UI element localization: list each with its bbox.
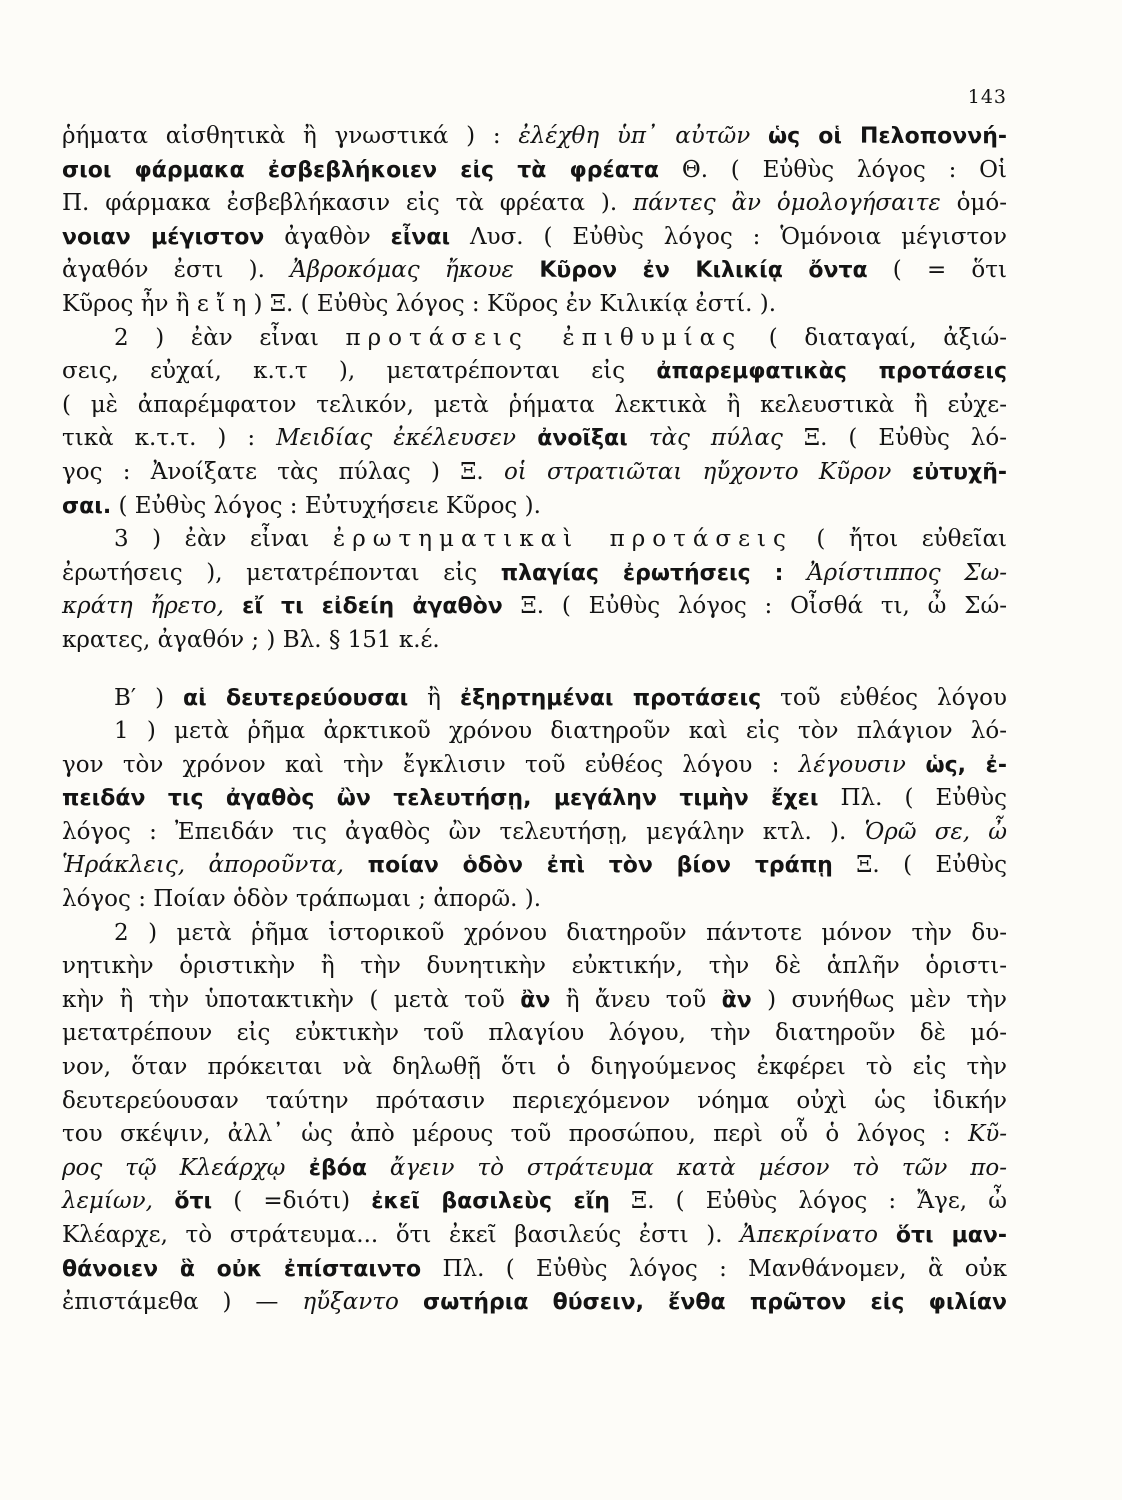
text-segment: νητικὴν ὁριστικὴν ἢ τὴν δυνητικὴν εὐκτικήν, τὴν δὲ ἁπλῆν ὁριστι- [62, 953, 1007, 980]
spaced-text: προτάσεις ἐπιθυμίας [345, 324, 743, 351]
text-line [62, 1118, 1007, 1152]
text-line [62, 917, 1007, 951]
text-segment: ( ἤτοι εὐθεῖαι [792, 526, 1007, 553]
italic-text: ἄγειν τὸ στράτευμα κατὰ μέσον τὸ τῶν πο- [366, 1154, 1007, 1181]
text-line [62, 624, 1007, 658]
text-segment: Θ. ( Εὐθὺς λόγος : Οἱ [659, 156, 1008, 183]
italic-text: Ἡράκλεις, ἀποροῦντα, [62, 852, 344, 879]
text-segment: σεις, εὐχαί, κ.τ.τ ), μετατρέπονται εἰς [62, 358, 657, 385]
text-segment: τικὰ κ.τ.τ. ) : [62, 425, 277, 452]
text-segment: λόγος : Ποίαν ὁδὸν τράπωμαι ; ἀπορῶ. ). [62, 886, 542, 913]
text-line [62, 1286, 1007, 1320]
bold-text: ποίαν ὁδὸν ἐπὶ τὸν βίον τράπῃ [343, 853, 833, 879]
text-line [62, 389, 1007, 423]
text-segment: ( διαταγαί, ἀξιώ- [742, 324, 1007, 351]
text-segment: γος : Ἀνοίξατε τὰς πύλας ) Ξ. [62, 458, 504, 485]
text-line [62, 883, 1007, 917]
text-line [62, 849, 1007, 883]
text-line [62, 782, 1007, 816]
text-segment: Β′ ) [114, 684, 184, 711]
text-line [62, 422, 1007, 456]
text-segment: νον, ὅταν πρόκειται νὰ δηλωθῇ ὅτι ὁ διηγούμενος ἐκφέρει τὸ εἰς τὴν [62, 1054, 1007, 1081]
spaced-text: ἐρωτηματικαὶ προτάσεις [332, 526, 793, 553]
text-line [62, 682, 1007, 716]
italic-text: κράτη ἤρετο, [62, 593, 224, 620]
text-segment: ἢ ἄνευ τοῦ [550, 986, 722, 1013]
text-segment: Λυσ. ( Εὐθὺς λόγος : Ὁμόνοια μέγιστον [450, 223, 1007, 250]
text-line [62, 749, 1007, 783]
bold-text: πλαγίας ἐρωτήσεις : [500, 560, 784, 586]
text-line [62, 1253, 1007, 1287]
text-line [62, 590, 1007, 624]
text-line [62, 288, 1007, 322]
text-line [62, 523, 1007, 557]
text-line [62, 1051, 1007, 1085]
text-segment: κὴν ἢ τὴν ὑποτακτικὴν ( μετὰ τοῦ [62, 986, 521, 1013]
text-line [62, 221, 1007, 255]
text-segment: Ξ. ( Εὐθὺς λόγος : Ἄγε, ὦ [609, 1188, 1007, 1215]
italic-text: Ἀπεκρίνατο [740, 1222, 878, 1248]
text-segment: 2 ) ἐὰν εἶναι [114, 324, 346, 351]
text-segment: ) συνήθως μὲν τὴν [751, 986, 1007, 1013]
italic-text: λεμίων, [62, 1188, 153, 1215]
text-segment: 1 ) μετὰ ῥῆμα ἀρκτικοῦ χρόνου διατηροῦν καὶ εἰς τὸν πλάγιον λό- [114, 718, 1007, 745]
text-segment: ( μὲ ἀπαρέμφατον τελικόν, μετὰ ῥήματα λεκτικὰ ἢ κελευστικὰ ἢ εὐχε- [62, 391, 1007, 418]
bold-text: σαι. [62, 493, 112, 519]
bold-text: ὡς οἱ Πελοποννή- [767, 124, 1007, 149]
text-segment: Π. φάρμακα ἐσβεβλήκασιν εἰς τὰ φρέατα ). [62, 190, 634, 217]
bold-text: εὐτυχῆ- [891, 459, 1007, 485]
bold-text: νοιαν μέγιστον [62, 224, 265, 250]
text-line [62, 456, 1007, 490]
text-segment: ἀγαθόν ἐστι ). [62, 257, 291, 284]
text-line [62, 1185, 1007, 1219]
italic-text: ρος τῷ Κλεάρχῳ [62, 1154, 286, 1181]
text-line [62, 984, 1007, 1018]
bold-text: Κῦρον ἐν Κιλικίᾳ ὄντα [513, 258, 868, 284]
bold-text: εἶναι [390, 224, 451, 250]
text-line [62, 1152, 1007, 1186]
bold-text: σιοι φάρμακα ἐσβεβλήκοιεν εἰς τὰ φρέατα [62, 157, 660, 183]
text-segment: τοῦ εὐθέος λόγου [761, 684, 1007, 711]
bold-text: ἀνοῖξαι [515, 426, 628, 452]
text-line [62, 120, 1007, 154]
italic-text: Κῦ- [968, 1121, 1007, 1148]
text-segment: Πλ. ( Εὐθὺς [818, 785, 1008, 812]
bold-text: ὅτι [152, 1189, 213, 1215]
bold-text: σωτήρια θύσειν, ἔνθα πρῶτον εἰς φιλίαν [398, 1290, 1007, 1316]
bold-text: αἱ δευτερεύουσαι [183, 685, 409, 711]
bold-text: ὅτι μαν- [877, 1223, 1007, 1248]
italic-text: Μειδίας ἐκέλευσεν [276, 425, 516, 452]
italic-text: πάντες ἂν ὁμολογήσαιτε [633, 190, 941, 217]
bold-text: ὡς, ἐ- [905, 752, 1007, 778]
text-segment: Κλέαρχε, τὸ στράτευμα... ὅτι ἐκεῖ βασιλεύς ἐστι ). [62, 1222, 741, 1248]
text-segment: 3 ) ἐὰν εἶναι [114, 526, 333, 553]
text-line [62, 355, 1007, 389]
text-segment: Πλ. ( Εὐθὺς λόγος : Μανθάνομεν, ἃ οὐκ [421, 1255, 1008, 1282]
text-line [62, 557, 1007, 591]
text-segment: 2 ) μετὰ ῥῆμα ἱστορικοῦ χρόνου διατηροῦν πάντοτε μόνον τὴν δυ- [114, 919, 1007, 946]
text-segment: δευτερεύουσαν ταύτην πρότασιν περιεχόμενον νόημα οὐχὶ ὡς ἰδικήν [62, 1087, 1007, 1114]
italic-text: λέγουσιν [798, 751, 906, 778]
text-segment: ( Εὐθὺς λόγος : Εὐτυχήσειε Κῦρος ). [111, 492, 541, 519]
text-segment: Ξ. ( Εὐθὺς [832, 852, 1007, 879]
italic-text: τὰς πύλας [627, 425, 783, 452]
bold-text: ἐξηρτημέναι προτάσεις [459, 685, 762, 711]
text-line [62, 950, 1007, 984]
bold-text: ἀπαρεμφατικὰς προτάσεις [656, 359, 1008, 385]
bold-text: θάνοιεν ἃ οὐκ ἐπίσταιντο [62, 1256, 422, 1282]
italic-text: οἱ στρατιῶται ηὔχοντο Κῦρον [503, 458, 892, 485]
text-line [62, 154, 1007, 188]
text-line [62, 816, 1007, 850]
text-segment: Κῦρος ἦν ἢ ε ἴ η ) Ξ. ( Εὐθὺς λόγος : Κῦρος ἐν Κιλικίᾳ ἐστί. ). [62, 290, 777, 317]
text-segment: γον τὸν χρόνον καὶ τὴν ἔγκλισιν τοῦ εὐθέος λόγου : [62, 751, 799, 778]
italic-text: Ἀρίστιππος Σω- [783, 559, 1008, 586]
bold-text: πειδάν τις ἀγαθὸς ὢν τελευτήσῃ, μεγάλην τιμὴν ἔχει [62, 786, 819, 812]
bold-text: ἐκεῖ βασιλεὺς εἴη [371, 1189, 610, 1215]
text-segment: ῥήματα αἰσθητικὰ ἢ γνωστικά ) : [62, 123, 519, 149]
bold-text: ἐβόα [285, 1155, 367, 1181]
text-line [62, 490, 1007, 524]
body-text [62, 120, 1007, 1320]
text-line [62, 1085, 1007, 1119]
italic-text: ηὔξαντο [302, 1289, 399, 1316]
text-segment: κρατες, ἀγαθόν ; ) Βλ. § 151 κ.έ. [62, 626, 440, 653]
text-line [62, 187, 1007, 221]
bold-text: ἂν [721, 987, 752, 1013]
text-segment: ( = ὅτι [867, 257, 1007, 284]
text-line [62, 1017, 1007, 1051]
text-segment: ἀγαθὸν [264, 223, 391, 250]
text-line [62, 254, 1007, 288]
text-segment: Ξ. ( Εὐθὺς λόγος : Οἶσθά τι, ὦ Σώ- [502, 593, 1007, 620]
italic-text: Ὁρῶ σε, ὦ [864, 818, 1007, 845]
text-segment: Ξ. ( Εὐθὺς λό- [782, 425, 1008, 452]
text-segment: λόγος : Ἐπειδάν τις ἀγαθὸς ὢν τελευτήσῃ, μεγάλην κτλ. ). [62, 818, 865, 845]
bold-text: ἂν [520, 987, 551, 1013]
italic-text: ἐλέχθη ὑπ᾽ αὐτῶν [518, 123, 768, 149]
text-segment: ἢ [408, 684, 460, 711]
text-line [62, 1219, 1007, 1253]
bold-text: εἴ τι εἰδείη ἀγαθὸν [223, 594, 503, 620]
text-segment: ἐρωτήσεις ), μετατρέπονται εἰς [62, 559, 501, 586]
page-number: 143 [967, 86, 1007, 108]
text-segment: ἐπιστάμεθα ) — [62, 1289, 303, 1316]
text-line [62, 322, 1007, 356]
text-line [62, 715, 1007, 749]
italic-text: Ἀβροκόμας ἤκουε [290, 257, 514, 284]
text-segment: μετατρέπουν εἰς εὐκτικὴν τοῦ πλαγίου λόγου, τὴν διατηροῦν δὲ μό- [62, 1020, 1007, 1047]
text-segment: ( =διότι) [212, 1188, 372, 1215]
text-segment: του σκέψιν, ἀλλ᾽ ὡς ἀπὸ μέρους τοῦ προσώπου, περὶ οὗ ὁ λόγος : [62, 1121, 969, 1148]
text-segment: ὁμό- [940, 190, 1007, 217]
